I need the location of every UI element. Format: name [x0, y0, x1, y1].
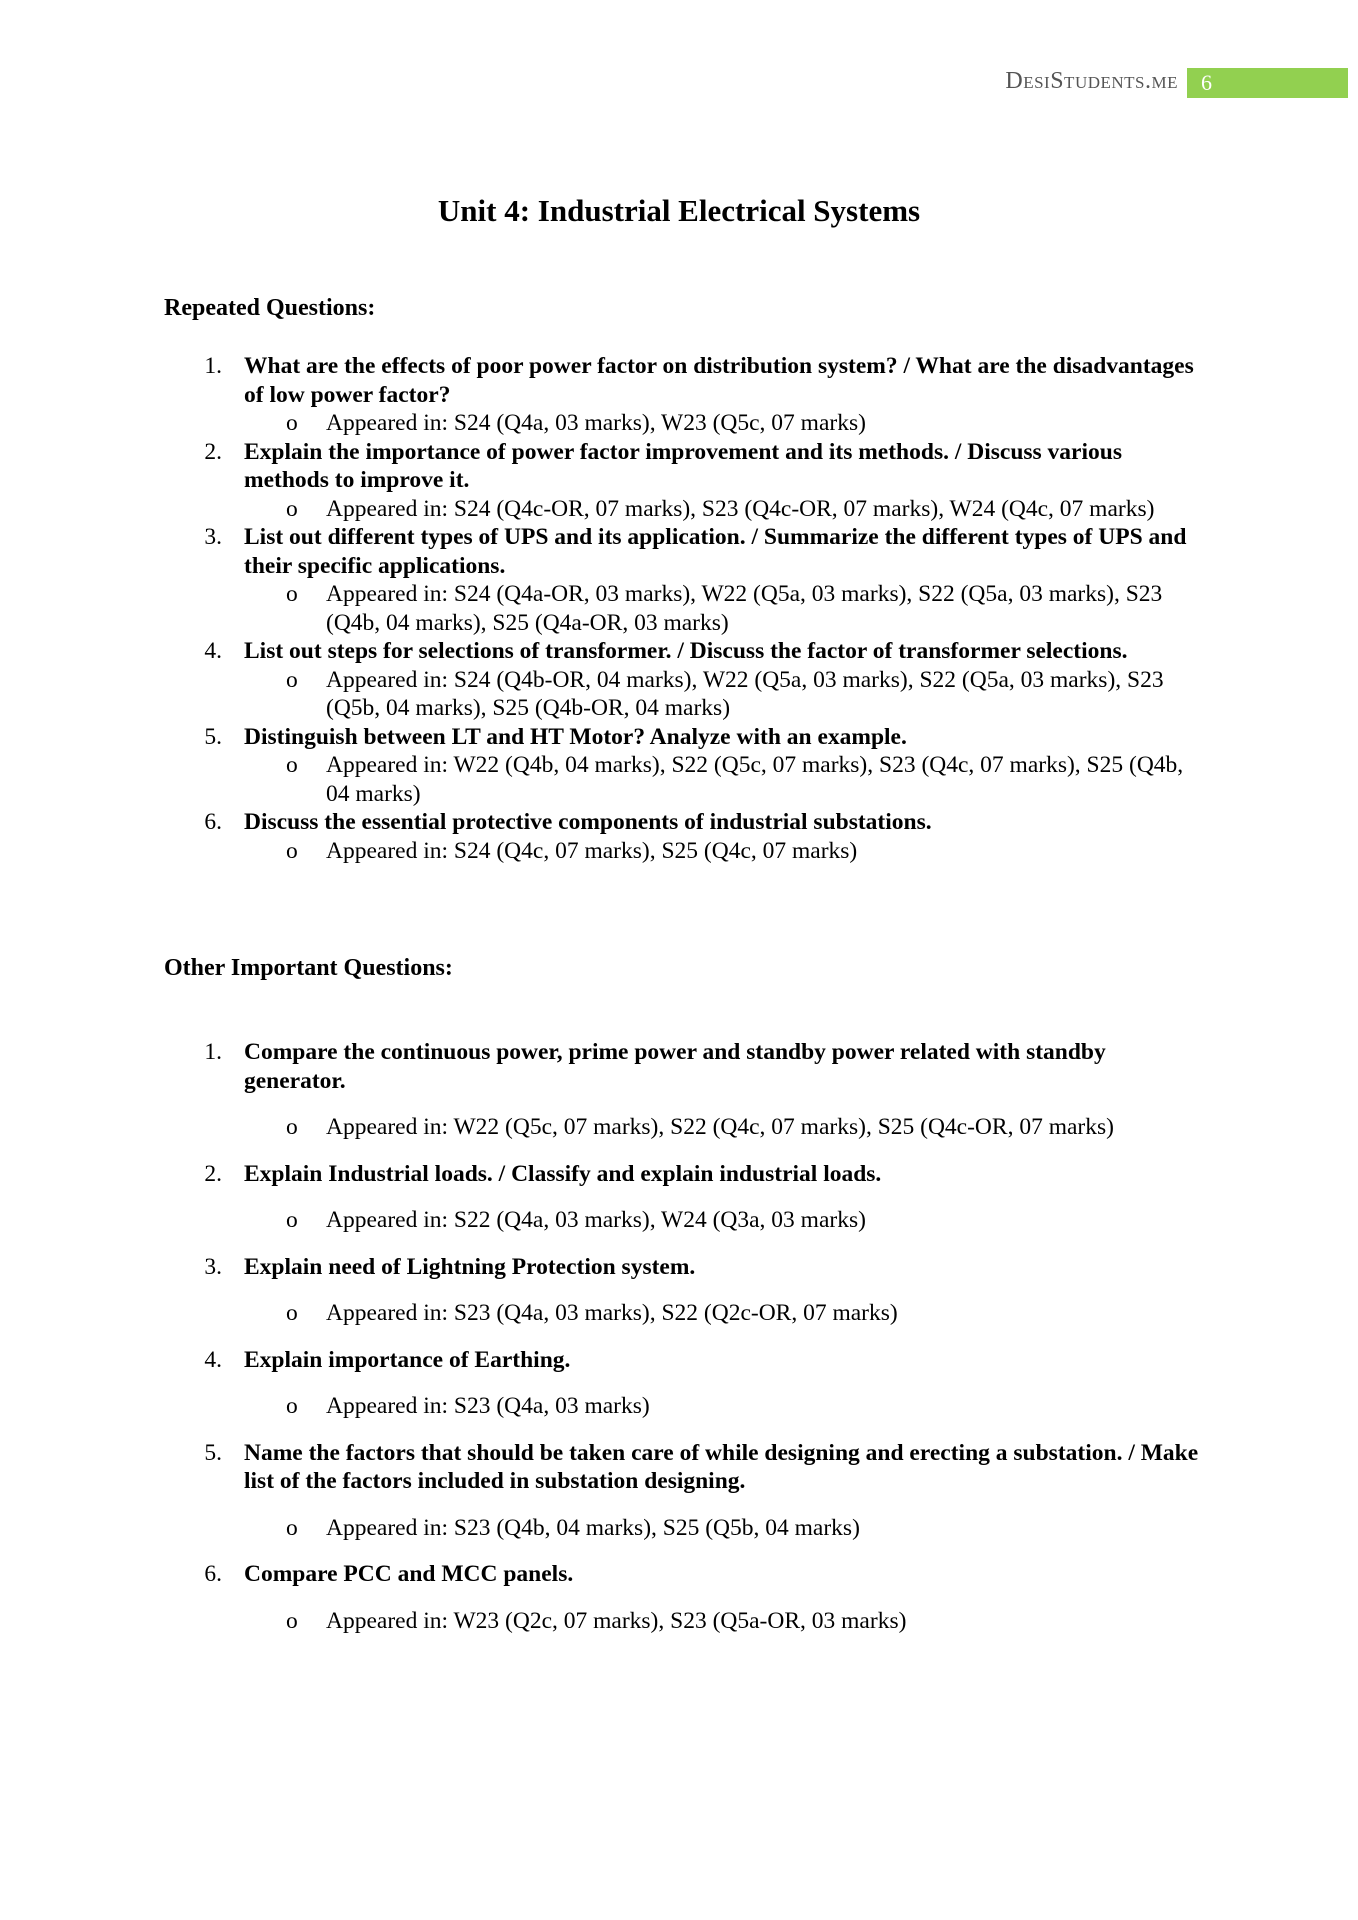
question-body [244, 1038, 1204, 1113]
question-item [164, 808, 1204, 837]
question-item [164, 723, 1204, 752]
question-number: 2. [204, 438, 222, 465]
appeared-in-text: Appeared in: S22 (Q4a, 03 marks), W24 (Q3a, 03 marks) [326, 1207, 866, 1233]
other-questions-heading: Other Important Questions: [164, 955, 453, 981]
question-body [244, 1160, 1204, 1207]
question-body [244, 637, 1204, 666]
repeated-questions-heading: Repeated Questions: [164, 295, 376, 321]
question-text: Explain Industrial loads. / Classify and explain industrial loads. [244, 1160, 882, 1187]
repeated-questions-list [164, 352, 1204, 865]
question-text: Explain need of Lightning Protection system. [244, 1253, 696, 1280]
question-text: Distinguish between LT and HT Motor? Analyze with an example. [244, 723, 907, 750]
question-number: 5. [204, 723, 222, 750]
appeared-in-text: Appeared in: S24 (Q4c, 07 marks), S25 (Q4c, 07 marks) [326, 837, 858, 864]
question-number: 3. [204, 524, 222, 550]
bullet-icon: o [286, 1207, 298, 1233]
appeared-in-entry [164, 580, 1204, 637]
question-body [244, 1253, 1204, 1300]
question-item [164, 352, 1204, 409]
bullet-icon: o [286, 666, 298, 693]
bullet-icon: o [286, 410, 298, 436]
appeared-in-entry [164, 1113, 1204, 1142]
question-number: 1. [204, 1039, 222, 1065]
question-text: List out steps for selections of transformer. / Discuss the factor of transformer selections. [244, 638, 1128, 664]
question-text: Name the factors that should be taken care of while designing and erecting a substation. / Make list of the factors included in substation designing. [244, 1439, 1199, 1494]
bullet-icon: o [286, 581, 298, 607]
bullet-icon: o [286, 1393, 298, 1419]
bullet-icon: o [286, 1514, 298, 1541]
question-number: 4. [204, 638, 222, 664]
question-number: 6. [204, 809, 222, 835]
question-body [244, 1346, 1204, 1393]
question-body [244, 438, 1204, 495]
question-item [164, 1038, 1204, 1113]
bullet-icon: o [286, 1114, 298, 1140]
appeared-in-entry [164, 751, 1204, 808]
appeared-in-entry [164, 837, 1204, 866]
question-text: Compare the continuous power, prime power and standby power related with standby generator. [244, 1039, 1106, 1094]
appeared-in-text: Appeared in: S24 (Q4c-OR, 07 marks), S23 (Q4c-OR, 07 marks), W24 (Q4c, 07 marks) [326, 495, 1155, 522]
bullet-icon: o [286, 1300, 298, 1326]
question-body [244, 1560, 1204, 1607]
question-item [164, 1560, 1204, 1607]
header-site-name: DesiStudents.me [1005, 68, 1178, 94]
appeared-in-text: Appeared in: W22 (Q5c, 07 marks), S22 (Q4c, 07 marks), S25 (Q4c-OR, 07 marks) [326, 1114, 1114, 1140]
other-questions-list [164, 1038, 1204, 1653]
question-body [244, 523, 1204, 580]
page-number-tab: 6 [1187, 68, 1348, 98]
question-text: What are the effects of poor power factor on distribution system? / What are the disadvantages of low power factor? [244, 353, 1194, 408]
question-number: 4. [204, 1346, 222, 1373]
appeared-in-entry [164, 495, 1204, 524]
question-text: Compare PCC and MCC panels. [244, 1561, 574, 1587]
bullet-icon: o [286, 837, 298, 864]
appeared-in-text: Appeared in: S24 (Q4a, 03 marks), W23 (Q5c, 07 marks) [326, 410, 866, 436]
question-text: Explain importance of Earthing. [244, 1346, 571, 1373]
bullet-icon: o [286, 752, 298, 778]
appeared-in-text: Appeared in: S24 (Q4b-OR, 04 marks), W22 (Q5a, 03 marks), S22 (Q5a, 03 marks), S23 (Q5b, 04 marks), S25 (Q4b-OR, 04 marks) [326, 666, 1164, 721]
question-item [164, 523, 1204, 580]
appeared-in-entry [164, 1514, 1204, 1543]
bullet-icon: o [286, 1607, 298, 1634]
appeared-in-text: Appeared in: S23 (Q4a, 03 marks) [326, 1393, 650, 1419]
question-body [244, 723, 1204, 752]
question-number: 2. [204, 1160, 222, 1187]
question-item [164, 438, 1204, 495]
question-number: 3. [204, 1253, 222, 1280]
appeared-in-text: Appeared in: W23 (Q2c, 07 marks), S23 (Q5a-OR, 03 marks) [326, 1607, 907, 1634]
appeared-in-entry [164, 1607, 1204, 1636]
question-text: Explain the importance of power factor improvement and its methods. / Discuss various methods to improve it. [244, 438, 1122, 493]
bullet-icon: o [286, 495, 298, 522]
appeared-in-entry [164, 666, 1204, 723]
question-item [164, 637, 1204, 666]
question-item [164, 1439, 1204, 1514]
appeared-in-entry [164, 1299, 1204, 1328]
appeared-in-text: Appeared in: S23 (Q4b, 04 marks), S25 (Q5b, 04 marks) [326, 1514, 860, 1541]
question-item [164, 1346, 1204, 1393]
question-number: 6. [204, 1561, 222, 1587]
question-number: 5. [204, 1439, 222, 1466]
appeared-in-text: Appeared in: S23 (Q4a, 03 marks), S22 (Q2c-OR, 07 marks) [326, 1300, 898, 1326]
appeared-in-entry [164, 409, 1204, 438]
question-body [244, 1439, 1204, 1514]
question-item [164, 1253, 1204, 1300]
question-number: 1. [204, 353, 222, 379]
question-body [244, 808, 1204, 837]
page-title: Unit 4: Industrial Electrical Systems [437, 193, 921, 228]
appeared-in-text: Appeared in: W22 (Q4b, 04 marks), S22 (Q5c, 07 marks), S23 (Q4c, 07 marks), S25 (Q4b, 04 marks) [326, 752, 1184, 807]
appeared-in-entry [164, 1206, 1204, 1235]
question-text: List out different types of UPS and its application. / Summarize the different types of UPS and their specific applications. [244, 524, 1187, 579]
appeared-in-entry [164, 1392, 1204, 1421]
question-item [164, 1160, 1204, 1207]
question-body [244, 352, 1204, 409]
appeared-in-text: Appeared in: S24 (Q4a-OR, 03 marks), W22 (Q5a, 03 marks), S22 (Q5a, 03 marks), S23 (Q4b, 04 marks), S25 (Q4a-OR, 03 marks) [326, 581, 1163, 636]
question-text: Discuss the essential protective components of industrial substations. [244, 809, 932, 835]
